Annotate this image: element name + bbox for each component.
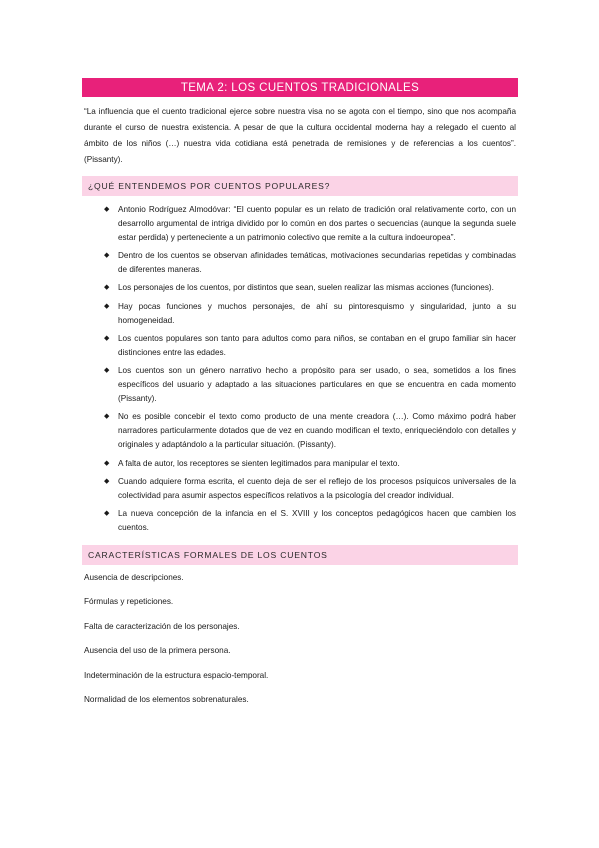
- popular-tales-list: [82, 203, 518, 535]
- diamond-bullet-icon: ◆: [104, 252, 110, 260]
- list-item-text: Los cuentos son un género narrativo hecho a propósito para ser usado, o sea, sometidos a los fines específicos del usuario y adaptado a las situaciones particulares en que se encuentra en cada momento (Pissanty).: [118, 365, 516, 404]
- title-bar: [82, 78, 518, 97]
- diamond-bullet-icon: ◆: [104, 334, 110, 342]
- section-heading-formal-features: [82, 545, 518, 565]
- list-item: [82, 300, 518, 328]
- diamond-bullet-icon: ◆: [104, 509, 110, 517]
- list-item-text: No es posible concebir el texto como producto de una mente creadora (…). Como máximo podrá haber narradores particularmente dotados que de vez en cuando modifican el texto, enriqueciéndolo con detalles y originales y adaptándolo a la particular situación. (Pissanty).: [118, 412, 516, 450]
- diamond-bullet-icon: ◆: [104, 477, 110, 485]
- diamond-bullet-icon: ◆: [104, 284, 110, 292]
- list-item: [82, 281, 518, 295]
- list-item: [82, 332, 518, 360]
- diamond-bullet-icon: ◆: [104, 413, 110, 421]
- page-title: TEMA 2: LOS CUENTOS TRADICIONALES: [180, 81, 420, 94]
- formal-features-list: [82, 572, 518, 707]
- diamond-bullet-icon: ◆: [104, 302, 110, 310]
- list-item: [82, 475, 518, 503]
- list-item-text: Cuando adquiere forma escrita, el cuento deja de ser el reflejo de los procesos psíquicos universales de la colectividad para asumir aspectos específicos relativos a la psicología del creador individual.: [118, 476, 516, 500]
- section-heading-label: ¿QUÉ ENTENDEMOS POR CUENTOS POPULARES?: [88, 181, 331, 191]
- list-item-text: Dentro de los cuentos se observan afinidades temáticas, motivaciones secundarias repetidas y combinadas de diferentes maneras.: [118, 251, 516, 275]
- list-item: [82, 364, 518, 406]
- diamond-bullet-icon: ◆: [104, 206, 110, 213]
- list-item: [82, 507, 518, 535]
- list-item-text: Los cuentos populares son tanto para adultos como para niños, se contaban en el grupo familiar sin hacer distinciones entre las edades.: [118, 333, 516, 357]
- list-item-text: Antonio Rodríguez Almodóvar: “El cuento popular es un relato de tradición oral relativamente corto, con un desarrollo argumental de intriga dividido por lo común en dos partes o secuencias (aunque la segunda suele estar perdida) y perteneciente a un patrimonio colectivo que remite a la cultura indoeuropea”.: [118, 205, 516, 243]
- section-heading-popular-tales: [82, 176, 518, 196]
- feature-item: Indeterminación de la estructura espacio-temporal.: [84, 670, 269, 680]
- list-item: [82, 410, 518, 452]
- feature-item: Normalidad de los elementos sobrenaturales.: [84, 695, 249, 705]
- section-heading-label: CARACTERÍSTICAS FORMALES DE LOS CUENTOS: [88, 549, 328, 560]
- list-item-text: A falta de autor, los receptores se sienten legitimados para manipular el texto.: [118, 458, 400, 468]
- list-item: [82, 249, 518, 277]
- feature-item: Fórmulas y repeticiones.: [84, 597, 174, 607]
- list-item: [82, 203, 518, 245]
- document-page: [82, 78, 518, 719]
- list-item: [82, 457, 518, 471]
- list-item-text: La nueva concepción de la infancia en el S. XVIII y los conceptos pedagógicos hacen que cambien los cuentos.: [118, 508, 516, 532]
- intro-quote: “La influencia que el cuento tradicional ejerce sobre nuestra visa no se agota con el tiempo, sino que nos acompaña durante el curso de nuestra existencia. A pesar de que la cultura occidental moderna hay a relegado el cuento al ámbito de los niños (…) nuestra vida cotidiana está penetrada de remisiones y de referencias a los cuentos”. (Pissanty).: [84, 107, 516, 164]
- diamond-bullet-icon: ◆: [104, 366, 110, 374]
- feature-item: Ausencia de descripciones.: [84, 572, 184, 582]
- list-item-text: Hay pocas funciones y muchos personajes, de ahí su pintoresquismo y singularidad, junto a su homogeneidad.: [118, 301, 516, 325]
- list-item-text: Los personajes de los cuentos, por distintos que sean, suelen realizar las mismas acciones (funciones).: [118, 283, 494, 293]
- feature-item: Ausencia del uso de la primera persona.: [84, 646, 231, 656]
- diamond-bullet-icon: ◆: [104, 459, 110, 467]
- feature-item: Falta de caracterización de los personajes.: [84, 621, 240, 631]
